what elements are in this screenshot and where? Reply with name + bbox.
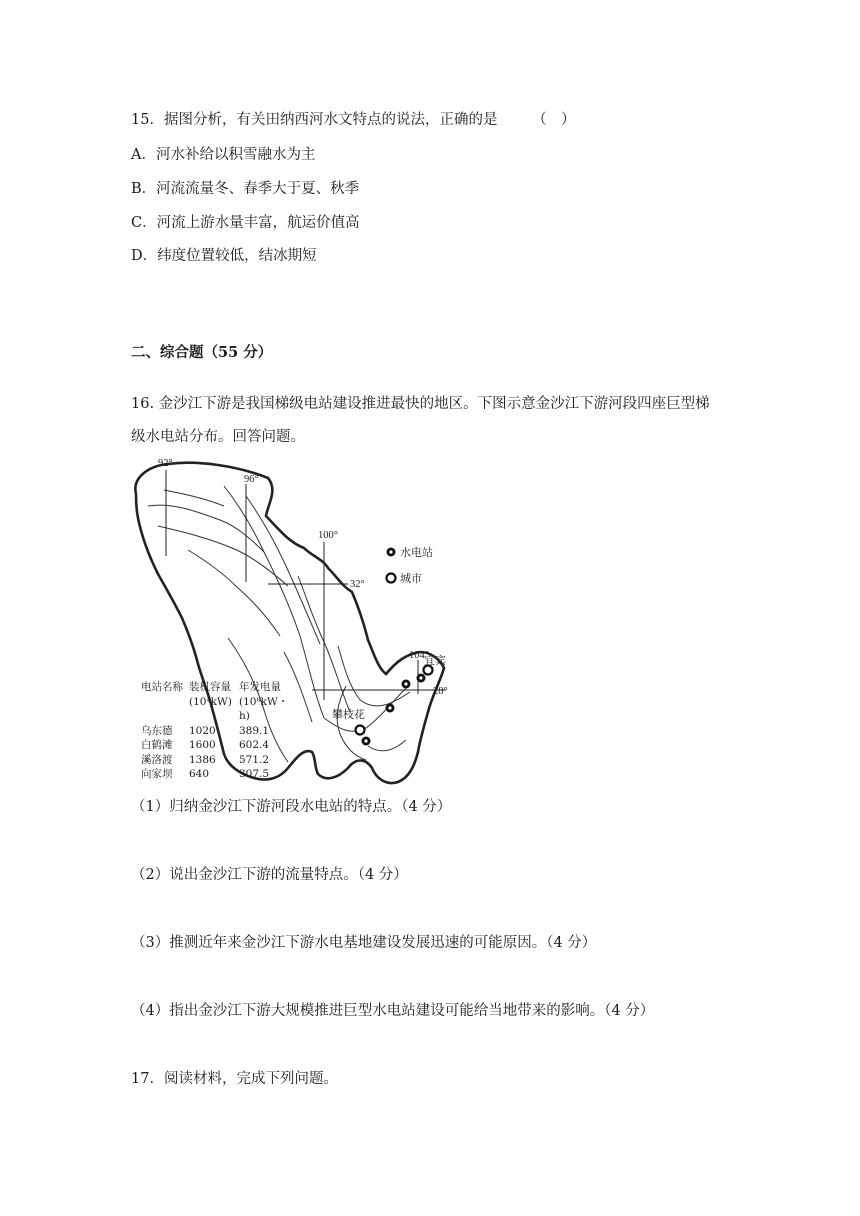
lat-label-32: 32° (350, 579, 365, 590)
table-cell: 602.4 (239, 739, 270, 751)
hydro-station-icon (362, 737, 371, 746)
hydro-station-markers (362, 674, 426, 746)
hydro-station-icon (386, 704, 395, 713)
station-table-units (141, 695, 299, 724)
lon-label-92: 92° (158, 458, 173, 469)
hydro-station-icon (417, 674, 426, 683)
table-cell: 640 (189, 768, 210, 780)
hydro-station-icon (402, 680, 411, 689)
legend-city-icon (387, 574, 396, 583)
section2-title: 二、综合题（55 分） (131, 344, 273, 361)
table-row (141, 738, 299, 753)
legend-hydro-label: 水电站 (400, 546, 433, 559)
q15-option-c: C．河流上游水量丰富，航运价值高 (131, 215, 360, 231)
table-row (141, 724, 299, 739)
q15-option-b: B．河流流量冬、春季大于夏、秋季 (131, 181, 360, 197)
q15-answer-paren: （ ） (532, 112, 576, 128)
lon-label-96: 96° (244, 474, 259, 485)
q15-option-d: D．纬度位置较低，结冰期短 (131, 248, 317, 264)
table-header-capacity: 装机容量 (189, 681, 231, 693)
table-cell: 溪洛渡 (141, 753, 173, 766)
city-markers (332, 653, 446, 735)
q17-stem: 17．阅读材料，完成下列问题。 (131, 1071, 338, 1087)
legend-hydro-station-icon (387, 548, 396, 557)
table-unit-generation: (10⁸kW・h) (239, 695, 289, 722)
lon-label-100: 100° (318, 530, 338, 541)
table-row (141, 767, 299, 782)
q15-stem-text: 15．据图分析，有关田纳西河水文特点的说法，正确的是 (131, 112, 498, 128)
table-cell: 307.5 (239, 768, 270, 780)
table-cell: 389.1 (239, 724, 270, 737)
q16-stem-line1: 16. 金沙江下游是我国梯级电站建设推进最快的地区。下图示意金沙江下游河段四座巨型梯 (131, 396, 710, 412)
q16-subquestion-1: （1）归纳金沙江下游河段水电站的特点。（4 分） (131, 799, 452, 815)
station-table-header (141, 680, 299, 695)
table-unit-capacity: (10⁴kW) (189, 695, 232, 708)
q16-subquestion-2: （2）说出金沙江下游的流量特点。（4 分） (131, 867, 408, 883)
table-cell: 乌东德 (141, 724, 173, 737)
table-unit-name (141, 695, 189, 724)
city-marker-panzhihua (356, 726, 365, 735)
map-legend (387, 545, 434, 585)
table-cell: 白鹤滩 (141, 739, 173, 751)
q15-option-a: A．河水补给以积雪融水为主 (131, 147, 316, 163)
legend-city-label: 城市 (400, 572, 422, 585)
table-cell: 571.2 (239, 753, 270, 766)
lat-label-28: 28° (433, 686, 448, 697)
table-header-name: 电站名称 (141, 681, 183, 693)
station-table (141, 680, 299, 782)
table-header-generation: 年发电量 (239, 681, 281, 693)
table-cell: 1020 (189, 724, 216, 737)
table-cell: 1386 (189, 753, 216, 766)
q16-subquestion-3: （3）推测近年来金沙江下游水电基地建设发展迅速的可能原因。（4 分） (131, 935, 597, 951)
q16-stem-line2: 级水电站分布。回答问题。 (131, 429, 305, 445)
table-cell: 向家坝 (141, 768, 173, 780)
city-label-yibin: 宜宾 (424, 654, 446, 667)
lon-label-104: 104° (409, 650, 429, 661)
table-row (141, 753, 299, 768)
q15-stem (131, 110, 576, 130)
graticule (166, 470, 446, 700)
q16-subquestion-4: （4）指出金沙江下游大规模推进巨型水电站建设可能给当地带来的影响。（4 分） (131, 1003, 655, 1019)
table-cell: 1600 (189, 739, 216, 751)
city-label-panzhihua: 攀枝花 (332, 708, 365, 721)
